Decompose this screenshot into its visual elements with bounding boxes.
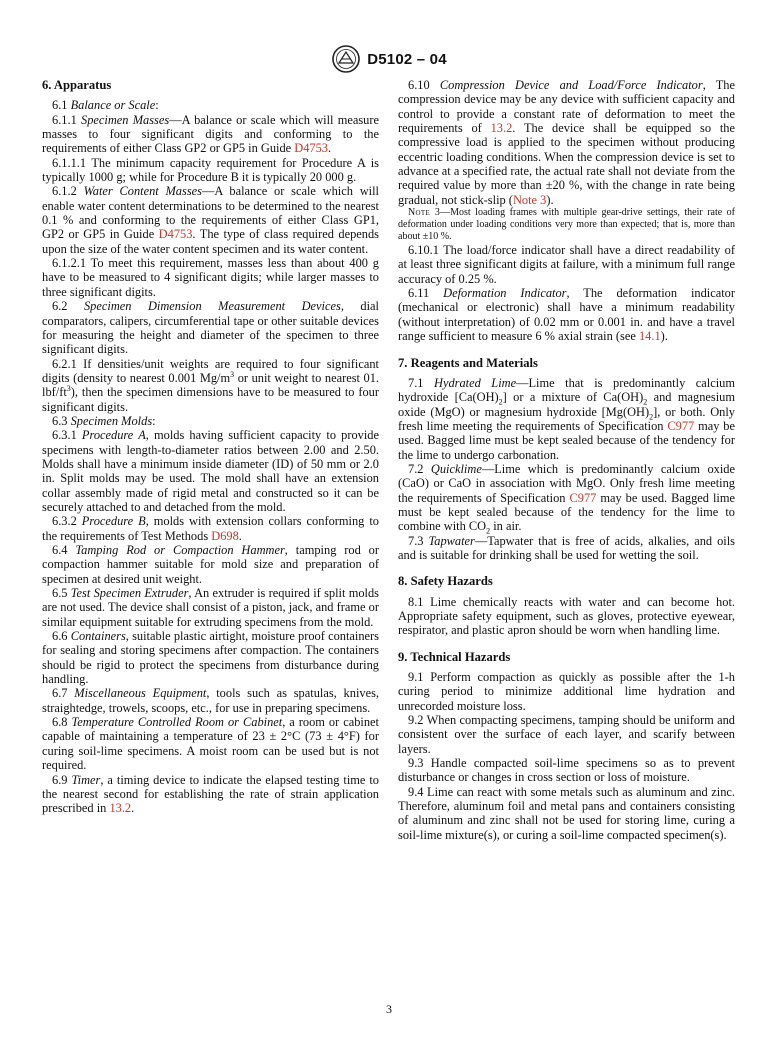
para-6-7: 6.7 Miscellaneous Equipment, tools such as spatulas, knives, straightedge, trowels, scoops, etc., for use in preparing specimens. [42,686,379,715]
ref-c977[interactable]: C977 [569,490,597,505]
ref-13-2[interactable]: 13.2 [490,121,513,136]
section-heading-reagents: 7. Reagents and Materials [398,355,538,370]
ref-14-1[interactable]: 14.1 [638,329,661,344]
page-header [0,44,778,74]
para-7-3: 7.3 Tapwater—Tapwater that is free of acids, alkalies, and oils and is suitable for drinking shall be used for wetting the soil. [398,533,736,562]
para-6-1-1-1: 6.1.1.1 The minimum capacity requirement for Procedure A is typically 1000 g; while for Procedure B it is typically 20 000 g. [42,155,379,185]
page-number: 3 [386,1002,392,1016]
para-6-3: 6.3 Specimen Molds: [52,413,156,428]
para-6-4: 6.4 Tamping Rod or Compaction Hammer, tamping rod or compaction hammer suitable for mold size and preparation of specimen at desired unit weight. [42,543,380,586]
para-9-1: 9.1 Perform compaction as quickly as possible after the 1-h curing period to minimize additional lime hydration and unrecorded moisture loss. [398,670,735,713]
para-6-1-2-1: 6.1.2.1 To meet this requirement, masses less than about 400 g have to be measured to 4 significant digits; while larger masses to three significant digits. [42,256,379,299]
para-7-1: 7.1 Hydrated Lime—Lime that is predominantly calcium hydroxide $[Ca(OH)_2]$ or a mixture of $Ca(OH)_2$ and magnesium oxide (MgO) or magnesium hydroxide $[Mg(OH)_2]$, or both. Only fresh lime meeting the requirements of Specification C977 may be used. Bagged lime must be kept sealed because of the tendency for the lime to undergo carbonation. [398,375,736,462]
para-6-1-2: 6.1.2 Water Content Masses—A balance or scale which will enable water content determinations to be determined to the nearest 0.1 % and conforming to the requirements of either Class GP1, GP2 or GP5 in Guide D4753. The type of class required depends upon the size of the water content specimen and its water content. [42,184,379,256]
para-6-1-1: 6.1.1 Specimen Masses—A balance or scale which will measure masses to four significant digits and conforming to the requirements of either Class GP2 or GP5 in Guide D4753. [42,112,379,156]
para-9-3: 9.3 Handle compacted soil-lime specimens so as to prevent disturbance or changes in cross section or loss of moisture. [398,756,735,785]
astm-logo-icon [331,44,361,74]
para-6-9: 6.9 Timer, a timing device to indicate the elapsed testing time to the nearest second for establishing the rate of strain application prescribed in 13.2. [42,772,380,816]
section-heading-apparatus: 6. Apparatus [42,78,112,92]
section-heading-technical: 9. Technical Hazards [398,649,511,664]
document-id: D5102 – 04 [367,50,447,68]
ref-d698[interactable]: D698 [211,528,239,543]
para-6-10-1: 6.10.1 The load/force indicator shall have a direct readability of at least three significant digits at failure, with a minimum full range accuracy of 0.25 %. [398,243,735,286]
ref-note-3[interactable]: Note 3 [512,192,547,207]
ref-d4753[interactable]: D4753 [158,227,193,242]
para-6-8: 6.8 Temperature Controlled Room or Cabinet, a room or cabinet capable of maintaining a temperature of 23 ± 2°C (73 ± 4°F) for curing soil-lime specimens. A moist room can be used but is not required. [42,715,379,773]
ref-c977[interactable]: C977 [667,418,695,433]
para-9-4: 9.4 Lime can react with some metals such as aluminum and zinc. Therefore, aluminum foil and metal pans and containers consisting of aluminum and zinc shall not be used for storing lime, curing a soil-lime mixture(s), or curing a soil-lime compacted specimen(s). [398,784,735,842]
para-7-2: 7.2 Quicklime—Lime which is predominantly calcium oxide (CaO) or CaO in association with MgO. Only fresh lime meeting the requirements of Specification C977 may be used. Bagged lime must be kept sealed because of the tendency for the lime to combine with $CO_2$ in air. [398,461,736,536]
para-6-3-2: 6.3.2 Procedure B, molds with extension collars conforming to the requirements of Test Methods D698. [42,514,379,543]
section-heading-safety: 8. Safety Hazards [398,574,493,589]
right-column [398,78,735,842]
para-6-2: 6.2 Specimen Dimension Measurement Devices, dial comparators, calipers, circumferential tape or other suitable devices for measuring the height and diameter of the specimen to three significant digits. [42,299,379,357]
ref-13-2[interactable]: 13.2 [109,801,132,816]
para-6-5: 6.5 Test Specimen Extruder, An extruder is required if split molds are not used. The device shall consist of a piston, jack, and frame or similar equipment suitable for extruding specimens from the mold. [42,586,380,629]
ref-d4753[interactable]: D4753 [294,141,328,156]
para-6-2-1: 6.2.1 If densities/unit weights are required to four significant digits (density to nearest 0.001 $Mg/m^3$ or unit weight to nearest 01. lbf/$ft^3$), then the specimen dimensions have to be measured to four significant digits. [42,356,380,414]
para-6-11: 6.11 Deformation Indicator, The deformation indicator (mechanical or electronic) shall have a minimum readability (without interpretation) of 0.02 mm or 0.001 in. and have a travel range sufficient to measure 6 % axial strain (see 14.1). [398,286,735,344]
para-6-10: 6.10 Compression Device and Load/Force Indicator, The compression device may be any device with sufficient capacity and control to provide a constant rate of deformation to meet the requirements of 13.2. The device shall be equipped so the compressive load is applied to the specimen without producing eccentric loading conditions. When the compression device is set to advance at a specified rate, the actual rate shall not deviate from the required value by more than ±20 %, with the change in rate being gradual, not stick-slip (Note 3). [398,78,736,207]
para-6-1: 6.1 Balance or Scale: [52,98,159,113]
para-9-2: 9.2 When compacting specimens, tamping should be uniform and consistent over the surface of each layer, and scarify between layers. [398,713,735,756]
left-column [42,78,379,816]
note-3: Note 3—Most loading frames with multiple gear-drive settings, their rate of deformation under loading conditions very more than expected; that is, more than about ±10 %. [398,207,735,243]
para-8-1: 8.1 Lime chemically reacts with water and can become hot. Appropriate safety equipment, such as gloves, protective eyewear, respirator, and plastic apron should be worn when handling lime. [398,594,735,638]
para-6-6: 6.6 Containers, suitable plastic airtight, moisture proof containers for sealing and storing specimens after compaction. The containers should be rigid to protect the specimens from disturbance during handling. [42,629,379,687]
para-6-3-1: 6.3.1 Procedure A, molds having sufficient capacity to provide specimens with length-to-diameter ratios between 2.00 and 2.50. Molds shall have a minimum inside diameter (ID) of 50 mm or 2.0 in. Split molds may be used. The mold shall have an extension collar assembly made of rigid metal and constructed so it can be securely attached to and detached from the mold. [42,428,379,514]
